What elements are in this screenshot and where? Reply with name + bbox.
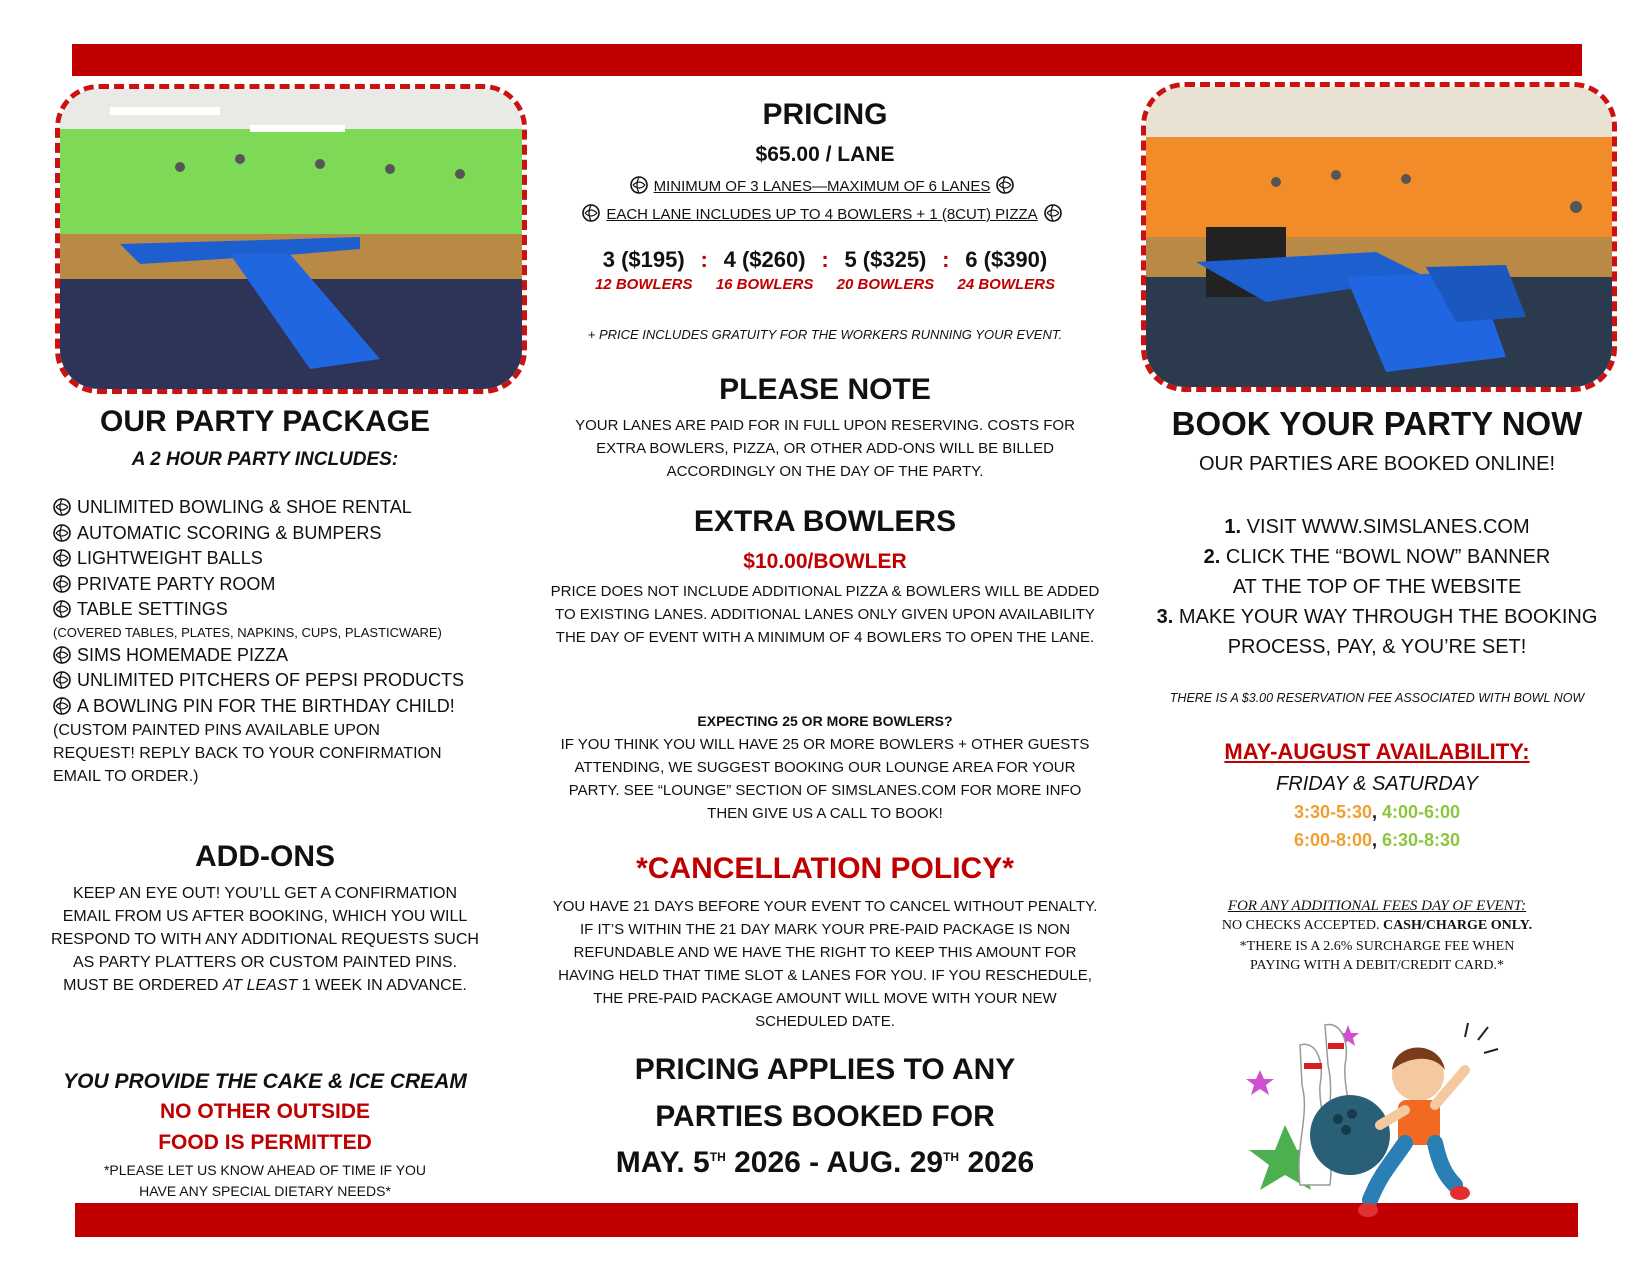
cancellation-title: *CANCELLATION POLICY*: [636, 852, 1014, 885]
lane-option: 4 ($260) 16 BOWLERS: [715, 247, 814, 293]
list-item: PRIVATE PARTY ROOM: [53, 572, 493, 598]
availability-title: MAY-AUGUST AVAILABILITY:: [1224, 739, 1530, 764]
price-per-lane: $65.00 / LANE: [755, 143, 895, 166]
expecting-text: IF YOU THINK YOU WILL HAVE 25 OR MORE BOWLERS + OTHER GUESTS ATTENDING, WE SUGGEST BOOKING OUR LOUNGE AREA FOR YOUR PARTY. SEE “LOUNGE” SECTION OF SIMSLANES.COM FOR MORE INFO THEN GIVE US A CALL TO BOOK!: [560, 736, 1090, 822]
outside-food-line-1: NO OTHER OUTSIDE: [159, 1100, 370, 1123]
bowling-ball-icon: [53, 646, 71, 664]
list-item: TABLE SETTINGS: [53, 597, 493, 623]
lane-options: [545, 247, 1105, 293]
step-3: 3. MAKE YOUR WAY THROUGH THE BOOKING PROCESS, PAY, & YOU’RE SET!: [1156, 606, 1598, 658]
book-title: BOOK YOUR PARTY NOW: [1171, 405, 1583, 442]
outside-food-line-2: FOOD IS PERMITTED: [158, 1131, 372, 1154]
dietary-note: *PLEASE LET US KNOW AHEAD OF TIME IF YOU HAVE ANY SPECIAL DIETARY NEEDS*: [103, 1162, 427, 1199]
bowling-ball-icon: [53, 671, 71, 689]
bowling-ball-icon: [53, 524, 71, 542]
pin-note: (CUSTOM PAINTED PINS AVAILABLE UPON REQUEST! REPLY BACK TO YOUR CONFIRMATION EMAIL TO ORDER.): [53, 722, 442, 785]
package-subtitle: A 2 HOUR PARTY INCLUDES:: [131, 449, 399, 470]
list-item: UNLIMITED PITCHERS OF PEPSI PRODUCTS: [53, 668, 493, 694]
bowling-ball-icon: [996, 176, 1014, 194]
package-title: OUR PARTY PACKAGE: [99, 405, 431, 438]
bowling-ball-icon: [630, 176, 648, 194]
list-item: A BOWLING PIN FOR THE BIRTHDAY CHILD!: [53, 694, 493, 720]
list-item: LIGHTWEIGHT BALLS: [53, 546, 493, 572]
addons-text: KEEP AN EYE OUT! YOU’LL GET A CONFIRMATION EMAIL FROM US AFTER BOOKING, WHICH YOU WILL RESPOND TO WITH ANY ADDITIONAL REQUESTS SUCH AS PARTY PLATTERS OR CUSTOM PAINTED PINS. MUST BE ORDERED AT LEAST 1 WEEK IN ADVANCE.: [51, 885, 479, 994]
gratuity-note: + PRICE INCLUDES GRATUITY FOR THE WORKERS RUNNING YOUR EVENT.: [587, 327, 1063, 342]
extra-bowler-price: $10.00/BOWLER: [743, 550, 907, 573]
top-red-bar: [72, 44, 1582, 76]
lane-option: 6 ($390) 24 BOWLERS: [957, 247, 1056, 293]
table-settings-note: (COVERED TABLES, PLATES, NAPKINS, CUPS, PLASTICWARE): [53, 624, 442, 640]
party-room-photo-orange: [1141, 82, 1617, 392]
includes-list: [53, 495, 493, 788]
step-2: 2. CLICK THE “BOWL NOW” BANNER AT THE TOP OF THE WEBSITE: [1203, 546, 1551, 598]
booking-steps: [1138, 512, 1616, 662]
date-range: MAY. 5TH 2026 - AUG. 29TH 2026: [615, 1146, 1035, 1179]
lane-includes: EACH LANE INCLUDES UP TO 4 BOWLERS + 1 (8CUT) PIZZA: [545, 204, 1105, 223]
fees-title: FOR ANY ADDITIONAL FEES DAY OF EVENT:: [1227, 898, 1527, 914]
addons-title: ADD-ONS: [195, 840, 335, 873]
fees-line-2: *THERE IS A 2.6% SURCHARGE FEE WHEN PAYING WITH A DEBIT/CREDIT CARD.*: [1239, 939, 1515, 973]
list-item: UNLIMITED BOWLING & SHOE RENTAL: [53, 495, 493, 521]
fees-line-1: NO CHECKS ACCEPTED. CASH/CHARGE ONLY.: [1221, 918, 1533, 933]
list-item: SIMS HOMEMADE PIZZA: [53, 643, 493, 669]
bowling-ball-icon: [53, 575, 71, 593]
extra-bowlers-text: PRICE DOES NOT INCLUDE ADDITIONAL PIZZA & BOWLERS WILL BE ADDED TO EXISTING LANES. ADDITIONAL LANES ONLY GIVEN UPON AVAILABILITY THE DAY OF EVENT WITH A MINIMUM OF 4 BOWLERS TO OPEN THE LANE.: [550, 583, 1100, 646]
pricing-title: PRICING: [762, 98, 888, 131]
bowling-ball-icon: [582, 204, 600, 222]
option-separator: :: [821, 247, 829, 272]
availability-days: FRIDAY & SATURDAY: [1276, 773, 1478, 795]
time-slots-row-2: 6:00-8:00, 6:30-8:30: [1293, 830, 1461, 850]
extra-bowlers-title: EXTRA BOWLERS: [693, 505, 957, 538]
lane-option: 3 ($195) 12 BOWLERS: [594, 247, 693, 293]
option-separator: :: [942, 247, 950, 272]
note-text: YOUR LANES ARE PAID FOR IN FULL UPON RESERVING. COSTS FOR EXTRA BOWLERS, PIZZA, OR OTHER ADD-ONS WILL BE BILLED ACCORDINGLY ON THE DAY OF THE PARTY.: [575, 417, 1075, 480]
bowling-ball-icon: [53, 498, 71, 516]
cancellation-text: YOU HAVE 21 DAYS BEFORE YOUR EVENT TO CANCEL WITHOUT PENALTY. IF IT’S WITHIN THE 21 DAY MARK YOUR PRE-PAID PACKAGE IS NON REFUNDABLE AND WE HAVE THE RIGHT TO KEEP THIS AMOUNT FOR HAVING HELD THAT TIME SLOT & LANES FOR YOU. IF YOU RESCHEDULE, THE PRE-PAID PACKAGE AMOUNT WILL MOVE WITH YOUR NEW SCHEDULED DATE.: [552, 898, 1098, 1030]
lane-option: 5 ($325) 20 BOWLERS: [836, 247, 935, 293]
list-item: AUTOMATIC SCORING & BUMPERS: [53, 521, 493, 547]
expecting-title: EXPECTING 25 OR MORE BOWLERS?: [697, 713, 953, 729]
applies-line-1: PRICING APPLIES TO ANY: [634, 1053, 1016, 1086]
cake-line: YOU PROVIDE THE CAKE & ICE CREAM: [63, 1070, 467, 1093]
bowling-ball-icon: [53, 549, 71, 567]
bowling-ball-icon: [1044, 204, 1062, 222]
lanes-rule: MINIMUM OF 3 LANES—MAXIMUM OF 6 LANES: [545, 176, 1105, 195]
party-room-photo-green: [55, 84, 527, 394]
reservation-fee-note: THERE IS A $3.00 RESERVATION FEE ASSOCIATED WITH BOWL NOW: [1169, 691, 1585, 705]
bowling-ball-icon: [53, 697, 71, 715]
bowling-kid-illustration: [1240, 1015, 1500, 1230]
bowling-ball-icon: [53, 600, 71, 618]
step-1: 1. VISIT WWW.SIMSLANES.COM: [1224, 516, 1530, 538]
time-slots-row-1: 3:30-5:30, 4:00-6:00: [1293, 802, 1461, 822]
book-subtitle: OUR PARTIES ARE BOOKED ONLINE!: [1198, 453, 1555, 475]
applies-line-2: PARTIES BOOKED FOR: [655, 1100, 995, 1133]
option-separator: :: [700, 247, 708, 272]
note-title: PLEASE NOTE: [719, 373, 931, 406]
